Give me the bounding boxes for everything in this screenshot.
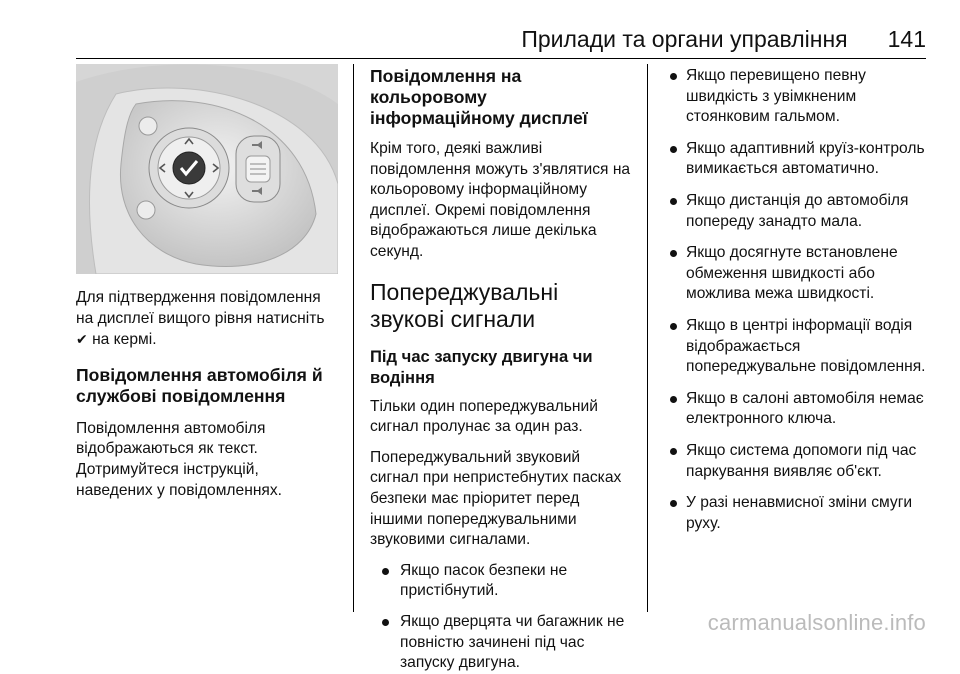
vehicle-messages-text: Повідомлення автомобіля відображаються як текст. Дотримуйтеся інструкцій, наведених у повідомленнях. — [76, 419, 283, 499]
steering-wheel-controls-illustration — [76, 64, 338, 274]
list-item: У разі ненавмисної зміни смуги руху. — [664, 493, 928, 534]
header-rule — [76, 58, 926, 59]
list-item: Якщо пасок безпеки не пристібнутий. — [370, 561, 632, 602]
column-3 — [664, 66, 928, 534]
figure-caption: Для підтвердження повідомлення на дисплеї вищого рівня натисніть ✔ на кермі. — [76, 289, 325, 349]
page-header — [0, 22, 926, 56]
page-number: 141 — [887, 25, 926, 52]
list-item: Якщо перевищено певну швидкість з увімкненим стоянковим гальмом. — [664, 66, 928, 128]
check-icon: ✔ — [76, 331, 88, 348]
subheading-engine-start: Під час запуску двигуна чи водіння — [370, 346, 593, 387]
section-heading-color-display: Повідомлення на кольоровому інформаційному дисплеї — [370, 66, 588, 128]
list-item: Якщо дистанція до автомобіля попереду занадто мала. — [664, 191, 928, 232]
color-display-text: Крім того, деякі важливі повідомлення можуть з'являтися на кольоровому інформаційному дисплеї. Окремі повідомлення відображаються лише декілька секунд. — [370, 140, 631, 260]
list-item: Якщо адаптивний круїз-контроль вимикається автоматично. — [664, 139, 928, 180]
section-heading-vehicle-messages: Повідомлення автомобіля й службові повідомлення — [76, 364, 323, 406]
warning-chime-text-2: Попереджувальний звуковий сигнал при непристебнутих пасках безпеки має пріоритет перед іншими попереджувальними звуковими сигналами. — [370, 448, 622, 549]
warning-chime-list-continued — [664, 66, 928, 534]
column-1 — [76, 64, 338, 501]
column-2 — [370, 66, 632, 674]
watermark: carmanualsonline.info — [707, 610, 926, 635]
list-item: Якщо в салоні автомобіля немає електронного ключа. — [664, 389, 928, 430]
warning-chime-text-1: Тільки один попереджувальний сигнал пролунає за один раз. — [370, 397, 598, 436]
list-item: Якщо дверцята чи багажник не повністю зачинені під час запуску двигуна. — [370, 612, 632, 674]
warning-chime-list — [370, 561, 632, 674]
column-divider-2 — [647, 64, 648, 612]
list-item: Якщо в центрі інформації водія відображається попереджувальне повідомлення. — [664, 316, 928, 378]
list-item: Якщо система допомоги під час паркування виявляє об'єкт. — [664, 441, 928, 482]
list-item: Якщо досягнуте встановлене обмеження швидкості або можлива межа швидкості. — [664, 243, 928, 305]
header-title: Прилади та органи управління — [521, 25, 848, 52]
section-heading-warning-chimes: Попереджувальні звукові сигнали — [370, 278, 559, 332]
column-divider-1 — [353, 64, 354, 612]
